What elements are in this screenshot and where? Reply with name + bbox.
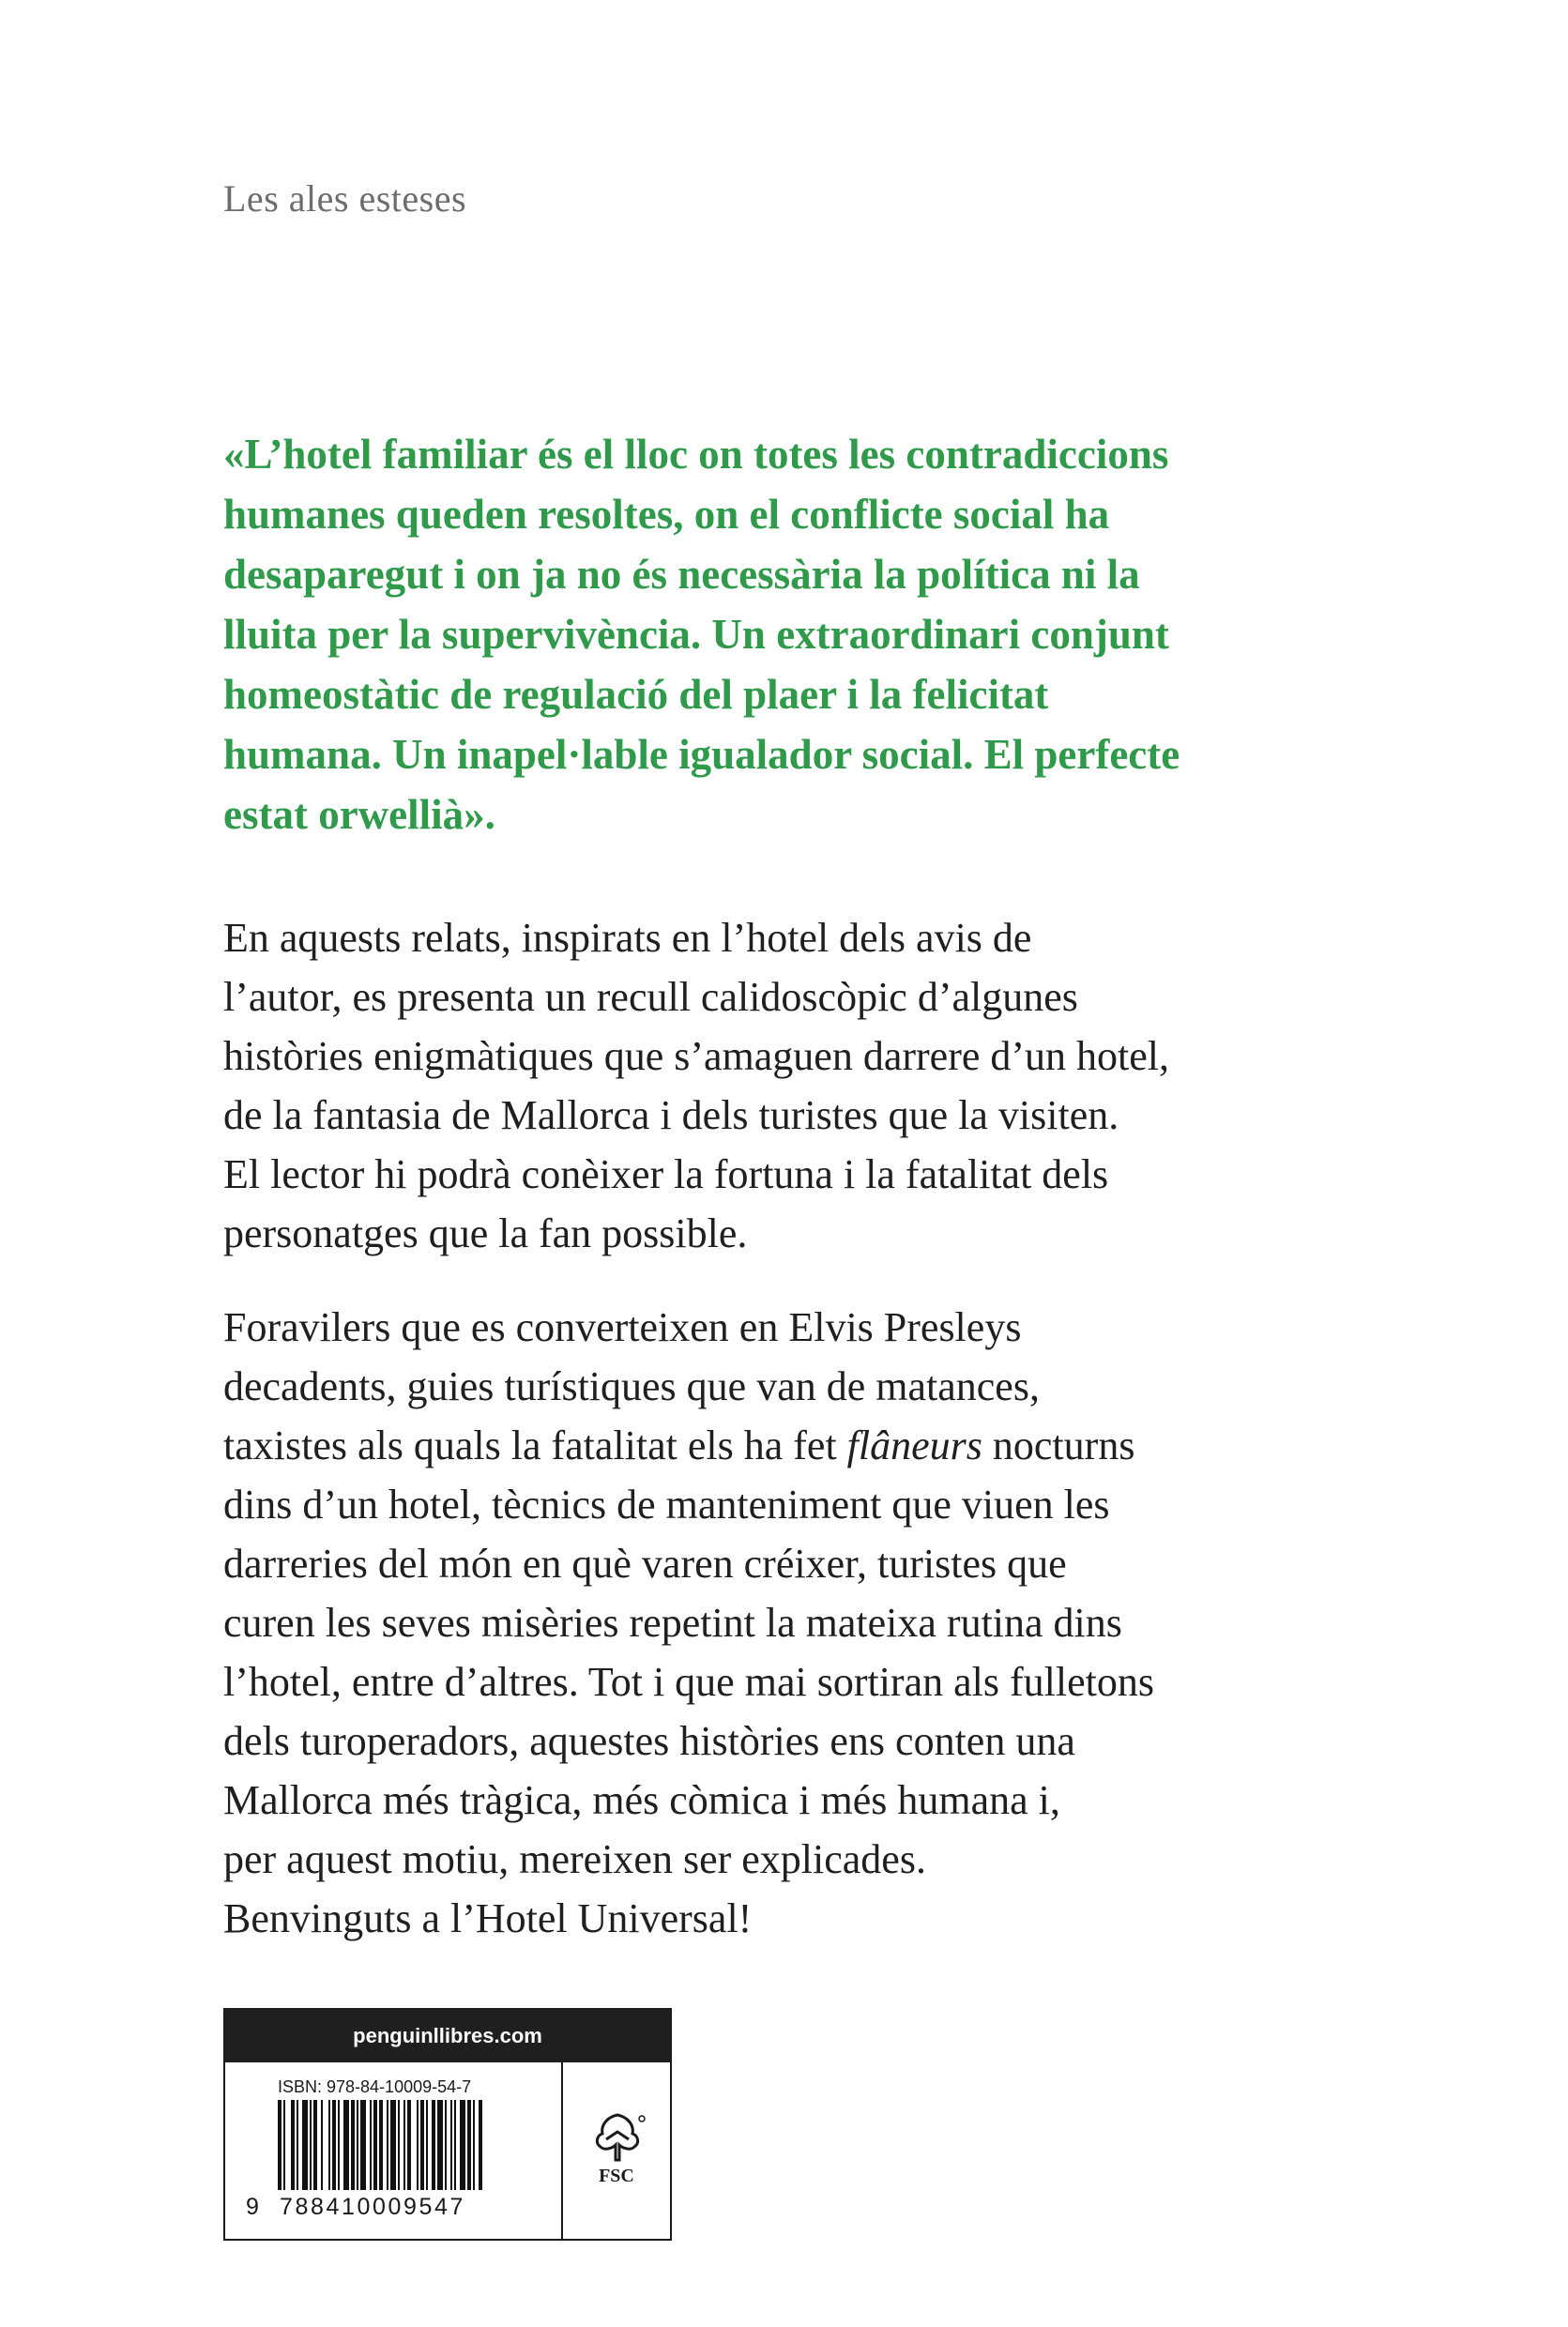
paragraph-line: decadents, guies turístiques que van de matances, xyxy=(223,1363,1040,1409)
imprint-body xyxy=(225,2062,670,2239)
paragraph-line: l’hotel, entre d’altres. Tot i que mai sortiran als fulletons xyxy=(223,1659,1154,1705)
synopsis-paragraph-1 xyxy=(223,908,1302,1263)
barcode-icon xyxy=(278,2100,542,2205)
collection-name: Les ales esteses xyxy=(223,177,467,220)
paragraph-line: Benvinguts a l’Hotel Universal! xyxy=(223,1895,753,1941)
paragraph-line: Mallorca més tràgica, més còmica i més humana i, xyxy=(223,1777,1060,1823)
barcode-section xyxy=(225,2062,563,2239)
quote-line: lluita per la supervivència. Un extraordinari conjunt xyxy=(223,611,1169,658)
quote-line: «L’hotel familiar és el lloc on totes les contradiccions xyxy=(223,431,1169,478)
isbn-label: ISBN: 978-84-10009-54-7 xyxy=(278,2077,472,2096)
paragraph-line: El lector hi podrà conèixer la fortuna i la fatalitat dels xyxy=(223,1151,1109,1197)
quote-line: homeostàtic de regulació del plaer i la felicitat xyxy=(223,671,1049,718)
paragraph-line: personatges que la fan possible. xyxy=(223,1210,748,1256)
paragraph-line: En aquests relats, inspirats en l’hotel dels avis de xyxy=(223,915,1032,961)
publisher-website: penguinllibres.com xyxy=(225,2010,670,2062)
paragraph-line: dins d’un hotel, tècnics de manteniment que viuen les xyxy=(223,1482,1110,1528)
paragraph-line: darreries del món en què varen créixer, turistes que xyxy=(223,1541,1067,1587)
fsc-label: FSC xyxy=(599,2166,634,2186)
ean-digits: 788410009547 xyxy=(280,2194,466,2220)
paragraph-line: curen les seves misèries repetint la mateixa rutina dins xyxy=(223,1600,1122,1646)
paragraph-line: Foravilers que es converteixen en Elvis Presleys xyxy=(223,1304,1022,1350)
paragraph-line: per aquest motiu, mereixen ser explicades. xyxy=(223,1836,926,1882)
paragraph-line: dels turoperadors, aquestes històries ens conten una xyxy=(223,1718,1075,1764)
imprint-box xyxy=(223,2008,672,2241)
paragraph-line xyxy=(223,1416,1302,1475)
fsc-section xyxy=(563,2062,670,2239)
blurb-quote xyxy=(223,424,1274,844)
quote-line: humanes queden resoltes, on el conflicte social ha xyxy=(223,491,1110,538)
fsc-tree-icon xyxy=(584,2111,651,2164)
quote-line: estat orwellià». xyxy=(223,791,495,838)
synopsis-paragraph-2 xyxy=(223,1298,1302,1948)
line-text: nocturns xyxy=(982,1422,1135,1468)
paragraph-line: històries enigmàtiques que s’amaguen darrere d’un hotel, xyxy=(223,1033,1170,1079)
paragraph-line: de la fantasia de Mallorca i dels turistes que la visiten. xyxy=(223,1092,1119,1138)
paragraph-line: l’autor, es presenta un recull calidoscòpic d’algunes xyxy=(223,974,1078,1020)
line-text: taxistes als quals la fatalitat els ha fet xyxy=(223,1422,847,1468)
quote-line: humana. Un inapel·lable igualador social. El perfecte xyxy=(223,731,1180,778)
quote-line: desaparegut i on ja no és necessària la política ni la xyxy=(223,551,1140,598)
ean-first-digit: 9 xyxy=(246,2194,259,2220)
italic-term: flâneurs xyxy=(846,1422,982,1468)
